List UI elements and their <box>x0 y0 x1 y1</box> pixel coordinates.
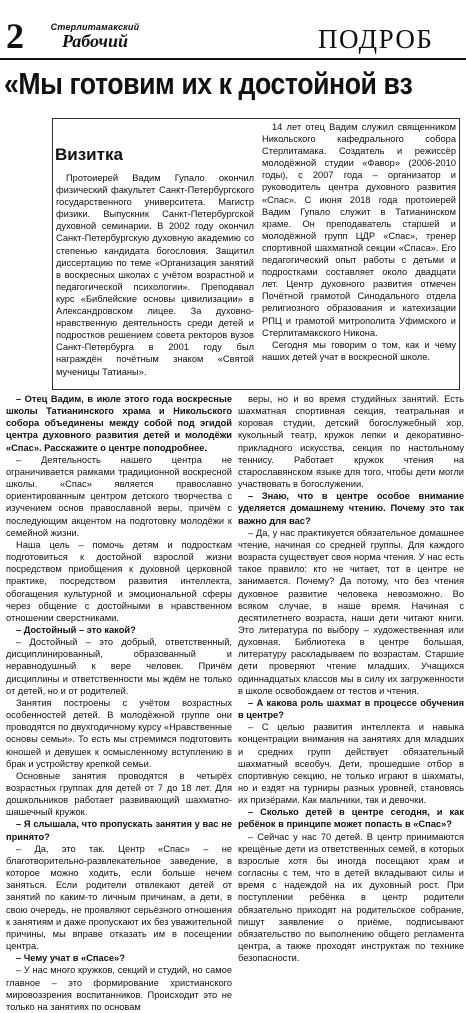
interview-question: – Достойный – это какой? <box>16 624 136 635</box>
bio-title: Визитка <box>55 145 123 164</box>
article-right-column <box>238 393 464 964</box>
masthead <box>0 0 466 60</box>
article-left-column <box>6 393 232 1013</box>
masthead-rule <box>0 58 466 60</box>
newspaper-logo <box>40 22 150 50</box>
interview-answer: – С целью развития интеллекта и навыка концентрации внимания на занятиях для младших и средних групп действует обязательный шахматный всеобуч. Дети, прошедшие отбор в спортивную секцию, не только играют в шахматы, но и ездят на турниры разных уровней, становясь их призёрами. Как мальчики, так и девочки. <box>238 722 464 806</box>
interview-answer: Наша цель – помочь детям и подросткам подготовиться к достойной взрослой жизни посредством приобщения к духовной церковной практике, посредством развития интеллекта, обогащения культурной и эмоциональной сферы через общение с достойными в нравственном отношении сверстниками. <box>6 539 232 623</box>
interview-question: – А какова роль шахмат в процессе обучения в центре? <box>238 697 464 721</box>
bio-paragraph: 14 лет отец Вадим служил священником Никольского кафедрального собора Стерлитамака. Создатель и режиссёр молодёжной студии «Фавор» (2006-2010 годы), с 2007 года – организатор и руководитель центра духовного развития «Спас». С июня 2018 года протоиерей Вадим Гупало служит в Татианинском храме. Он преподаватель старшей и молодёжной групп ЦДР «Спас», тренер спортивной шахматной секции «Спаса». Его педагогический опыт работы с детьми и подростками составляет около двадцати лет. Центр духовного развития отмечен Почётной грамотой Синодального отдела религиозного образования и катехизации РПЦ и грамотой митрополита Уфимского и Стерлитамакского Никона. <box>262 122 456 338</box>
section-rubric: ПОДРОБ <box>318 24 434 54</box>
interview-question: – Сколько детей в центре сегодня, и как ребёнок в принципе может попасть в «Спас»? <box>238 807 464 830</box>
interview-answer: Занятия построены с учётом возрастных особенностей детей. В молодёжной группе они проводятся по двухгодичному курсу «Нравственные основы семьи». То есть мы стремимся подготовить юношей и девушек к осмысленному вступлению в брак и устройству крепкой семьи. <box>6 697 232 769</box>
interview-answer: – Да, это так. Центр «Спас» – не благотворительно-развлекательное заведение, в которое можно ходить, если больше нечем заняться. Если родители отвлекают детей от занятий по каким-то личным причинам, а дети, в свою очередь, не проявляют серьёзного отношения к занятиям и даже пропускают их без уважительной причины, мы вправе отказать им в посещении центра. <box>6 843 232 952</box>
newspaper-city: Стерлитамакский <box>50 22 140 32</box>
bio-right-column <box>262 121 456 363</box>
interview-answer: – Да, у нас практикуется обязательное домашнее чтение, начиная со средней группы. Для каждого возраста существует своя норма чтения. У нас есть такое правило: кто не читает, тот в центре не занимается. Почему? Да потому, что без чтения духовное развитие человека невозможно. Во всяком случае, в наше время. Начиная с десятилетнего возраста, наши дети читают книги. Это литература по выбору – художественная или духовная. Библиотека в центре большая, литературу раскладываем по возрастам. Старшие дети проверяют чтение младших. Учащихся одиннадцатых классов мы в силу их загруженности в школе освобождаем от тестов и чтения. <box>238 527 464 696</box>
interview-answer: – Сейчас у нас 70 детей. В центр принимаются крещёные дети из ответственных семей, в которых взрослые хотя бы иногда посещают храм и согласны с тем, что в детей вкладывают силы и время с надеждой на их духовный рост. При поступлении ребёнка в центр родители обязательно приходят на родительское собрание, пишут заявление о приёме, подписывают обязательство по выполнению общего регламента центра, а также проходят инструктаж по технике безопасности. <box>238 831 464 964</box>
interview-question: – Чему учат в «Спасе»? <box>16 953 125 964</box>
interview-question: – Я слышала, что пропускать занятия у вас не принято? <box>6 819 232 842</box>
page-number: 2 <box>6 16 24 56</box>
interview-answer: – У нас много кружков, секций и студий, но самое главное – это формирование христианского мировоззрения воспитанников. Происходит это не только на занятиях по основам <box>6 965 232 1012</box>
bio-paragraph: Сегодня мы говорим о том, как и чему наших детей учат в воскресной школе. <box>262 339 456 362</box>
newspaper-name: Рабочий <box>61 31 129 51</box>
bio-paragraph: Протоиерей Вадим Гупало окончил физический факультет Санкт-Петербургского государственного университета. Магистр физики. Выпускник Санкт-Петербургской духовной семинарии. В 2002 году окончил Санкт-Петербургскую духовную академию со степенью кандидата богословия. Защитил диссертацию по теме «Организация занятий в воскресных школах с учётом возрастной и педагогической психологии». Преподавал курс «Библейские основы цивилизации» в Александровском лицее. За духовно-нравственную деятельность среди детей и подростков решением совета ректоров вузов Санкт-Петербурга в 2001 году был награждён почётным знаком «Святой мученицы Татианы». <box>56 173 254 377</box>
interview-answer: – Достойный – это добрый, ответственный, дисциплинированный, образованный и неравнодушный к вере человек. Причём дисциплины и ответственности мы ждём не только от детей, но и от родителей. <box>6 637 232 696</box>
interview-answer: Основные занятия проводятся в четырёх возрастных группах для детей от 7 до 18 лет. Для дошкольников работает развивающий шахматно-шашечный кружок. <box>6 770 232 818</box>
interview-answer: – Деятельность нашего центра не ограничивается рамками традиционной воскресной школы. «Спас» является православно ориентированным центром детского творчества с изучением основ православной веры, причём с последующим акцентом на подготовку молодёжи к семейной жизни. <box>6 454 232 538</box>
interview-question: – Отец Вадим, в июле этого года воскресные школы Татианинского храма и Никольского собора объединены между собой под эгидой центра духовного развития детей и молодёжи «Спас». Расскажите о центре поподробнее. <box>6 394 232 453</box>
article-headline: «Мы готовим их к достойной вз <box>4 66 413 101</box>
interview-answer: веры, но и во время студийных занятий. Есть шахматная спортивная секция, театральная и хоровая студии, детский богослужебный хор, кукольный театр, кружок лепки и декоративно-прикладного искусства, секция по настольному теннису. Работает кружок чтения на старославянском языке для того, чтобы дети могли участвовать в богослужении. <box>238 394 464 490</box>
interview-question: – Знаю, что в центре особое внимание уделяется домашнему чтению. Почему это так важно для вас? <box>238 491 464 526</box>
bio-left-column <box>56 172 254 378</box>
